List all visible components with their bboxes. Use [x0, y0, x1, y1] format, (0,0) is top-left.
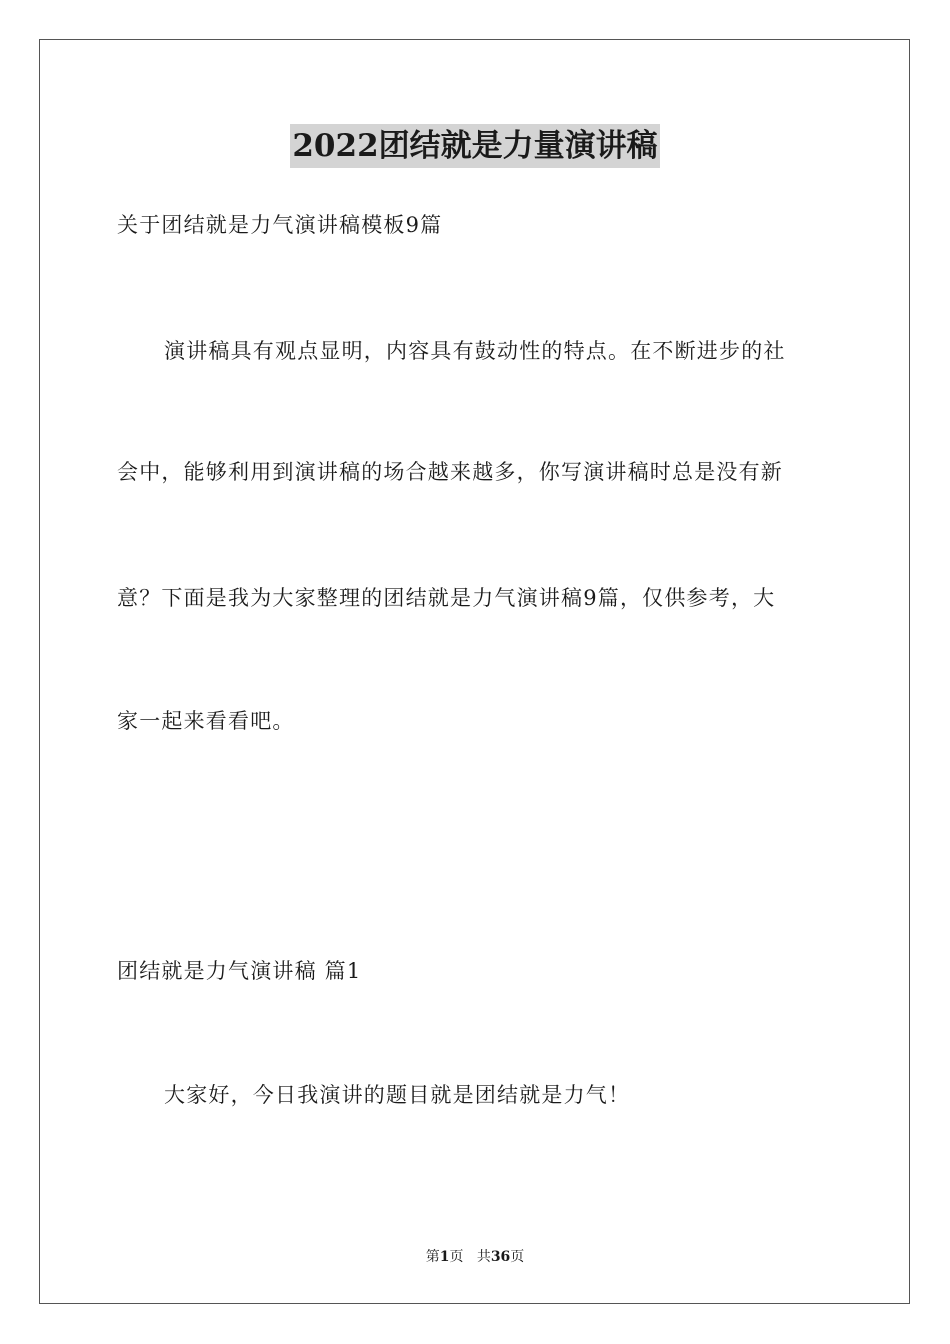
paragraph-line-4: 家一起来看看吧。 — [117, 709, 295, 733]
page-footer — [0, 1247, 950, 1267]
paragraph-line-1: 演讲稿具有观点显明，内容具有鼓动性的特点。在不断进步的社 — [164, 339, 786, 363]
document-subtitle: 关于团结就是力气演讲稿模板9篇 — [117, 213, 443, 237]
total-prefix: 共 — [476, 1249, 491, 1265]
section-heading: 团结就是力气演讲稿 篇1 — [117, 959, 362, 983]
page-number: 1 — [439, 1249, 450, 1265]
title-container — [0, 124, 950, 168]
paragraph-2: 大家好，今日我演讲的题目就是团结就是力气！ — [164, 1083, 631, 1107]
paragraph-line-2: 会中，能够利用到演讲稿的场合越来越多，你写演讲稿时总是没有新 — [117, 460, 783, 484]
paragraph-line-3: 意？下面是我为大家整理的团结就是力气演讲稿9篇，仅供参考，大 — [117, 586, 776, 610]
page-prefix: 第 — [425, 1249, 440, 1265]
total-suffix: 页 — [510, 1249, 525, 1265]
total-pages: 36 — [490, 1249, 511, 1265]
document-title: 2022团结就是力量演讲稿 — [290, 124, 659, 168]
page-suffix: 页 — [449, 1249, 464, 1265]
